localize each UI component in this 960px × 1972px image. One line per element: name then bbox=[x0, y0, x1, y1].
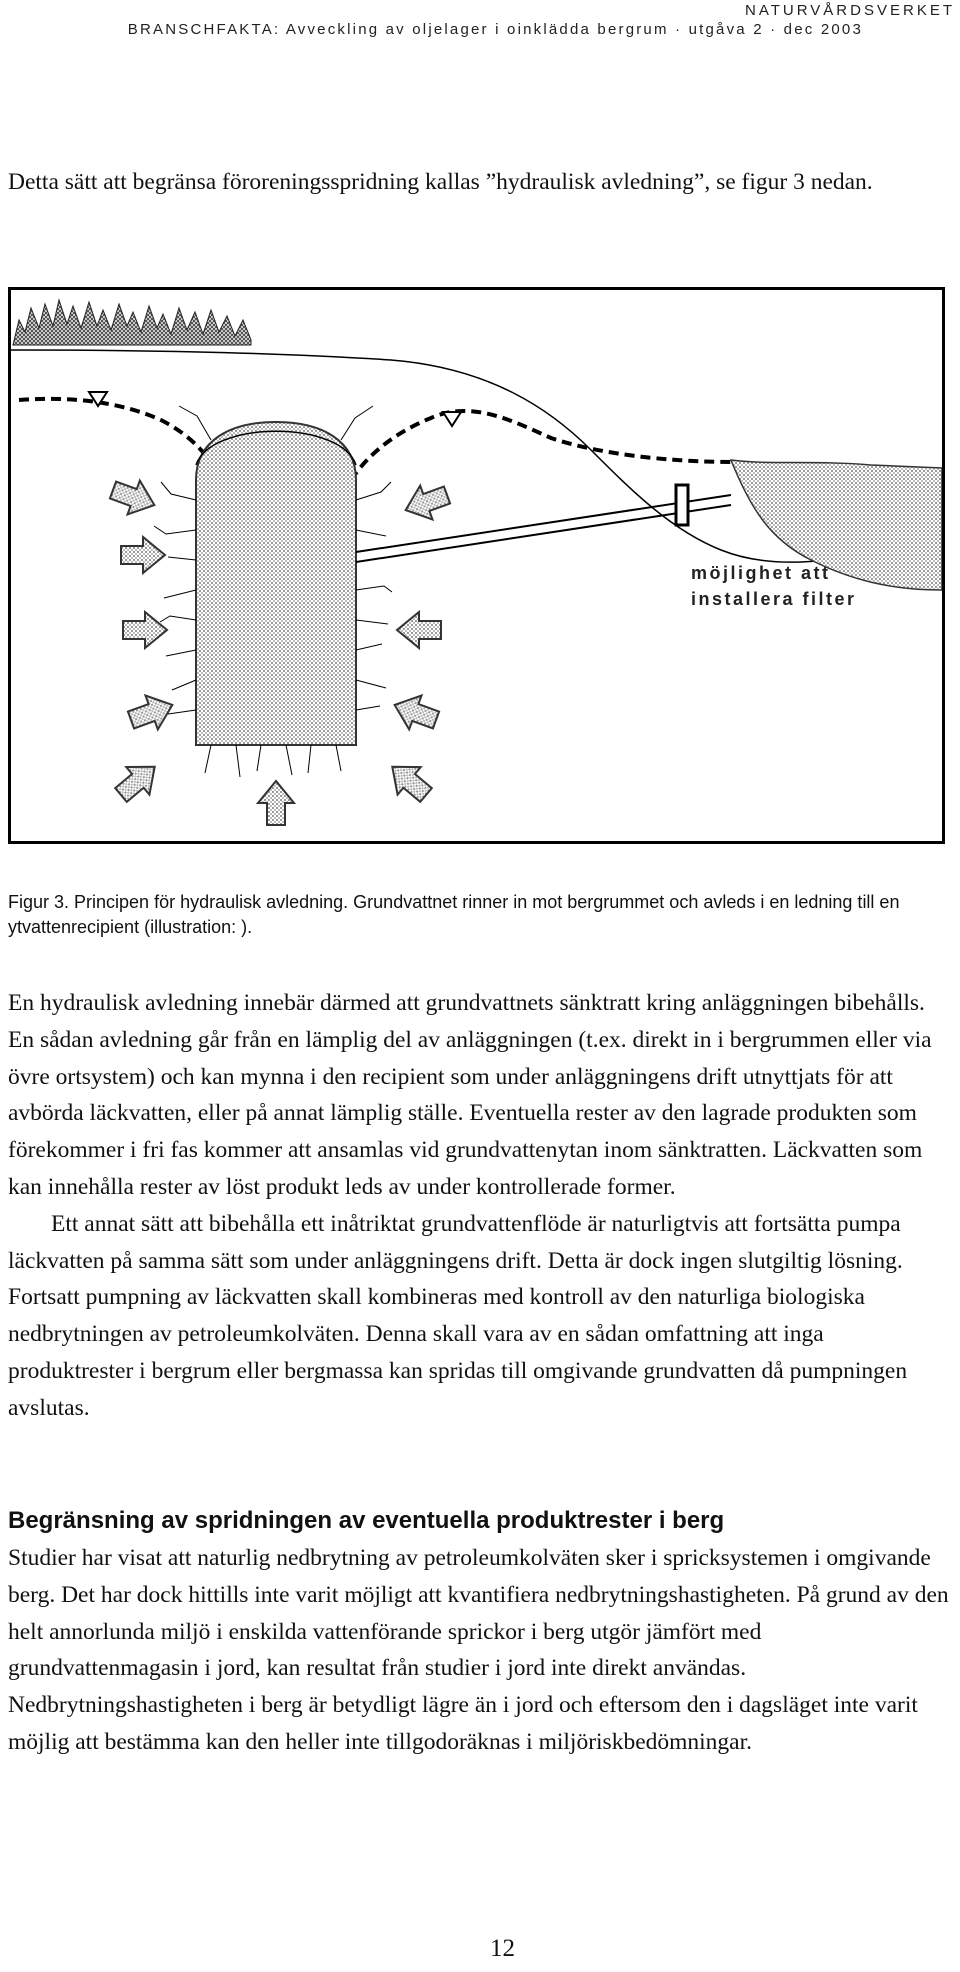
body-text bbox=[8, 985, 953, 1427]
groundwater-table-right bbox=[351, 411, 731, 480]
forest-trees bbox=[13, 300, 251, 345]
section-body: Studier har visat att naturlig nedbrytning av petroleumkolväten sker i spricksystemen i omgivande berg. Det har dock hittills inte varit möjligt att kvantifiera nedbrytningshastigheten. På grund av den helt annorlunda miljö i enskilda vattenförande sprickor i berg utgör jämfört med grundvattenmagasin i jord, kan resultat från studier i jord inte direkt användas. Nedbrytningshastigheten i berg är betydligt lägre än i jord och eftersom den i dagsläget inte varit möjlig att bestämma kan den heller inte tillgodoräknas i miljöriskbedömningar. bbox=[8, 1545, 949, 1755]
section-heading: Begränsning av spridningen av eventuella produktrester i berg bbox=[8, 1507, 725, 1534]
paragraph-continued-pumping: Ett annat sätt att bibehålla ett inåtriktat grundvattenflöde är naturligtvis att fortsätta pumpa läckvatten på samma sätt som under anläggningens drift. Detta är dock ingen slutgiltig lösning. Fortsatt pumpning av läckvatten skall kombineras med kontroll av den naturliga biologiska nedbrytningen av petroleumkolväten. Denna skall vara av en sådan omfattning att inga produktrester i bergrum eller bergmassa kan spridas till omgivande grundvatten då pumpningen avslutas. bbox=[8, 1210, 908, 1421]
page-number: 12 bbox=[490, 1935, 515, 1962]
intro-paragraph: Detta sätt att begränsa föroreningsspridning kallas ”hydraulisk avledning”, se figur 3 nedan. bbox=[8, 169, 873, 195]
figure-caption: Figur 3. Principen för hydraulisk avledning. Grundvattnet rinner in mot bergrummet och avleds i en ledning till en ytvattenrecipient (illustration: ). bbox=[8, 892, 900, 937]
header-document-title: BRANSCHFAKTA: Avveckling av oljelager i oinklädda bergrum · utgåva 2 · dec 2003 bbox=[127, 21, 863, 38]
groundwater-table-left bbox=[19, 399, 221, 480]
hydraulic-diversion-figure bbox=[8, 287, 945, 844]
water-level-marker-right bbox=[443, 412, 461, 426]
header-organization: NATURVÅRDSVERKET bbox=[745, 2, 955, 19]
filter-possibility-label: möjlighet att installera filter bbox=[691, 563, 857, 609]
rock-cavern bbox=[196, 422, 356, 745]
paragraph-hydraulic-diversion: En hydraulisk avledning innebär därmed att grundvattnets sänktratt kring anläggningen bibehålls. En sådan avledning går från en lämplig del av anläggningen (t.ex. direkt in i bergrummen eller via övre ortsystem) och kan mynna i den recipient som under anläggningens drift utnyttjats för att avbörda läckvatten, eller på annat lämplig ställe. Eventuella rester av den lagrade produkten som förekommer i fri fas kommer att ansamlas vid grundvattenytan inom sänktratten. Läckvatten som kan innehålla rester av löst produkt leds av under kontrollerade former. bbox=[8, 990, 932, 1200]
filter-marker bbox=[676, 485, 688, 525]
